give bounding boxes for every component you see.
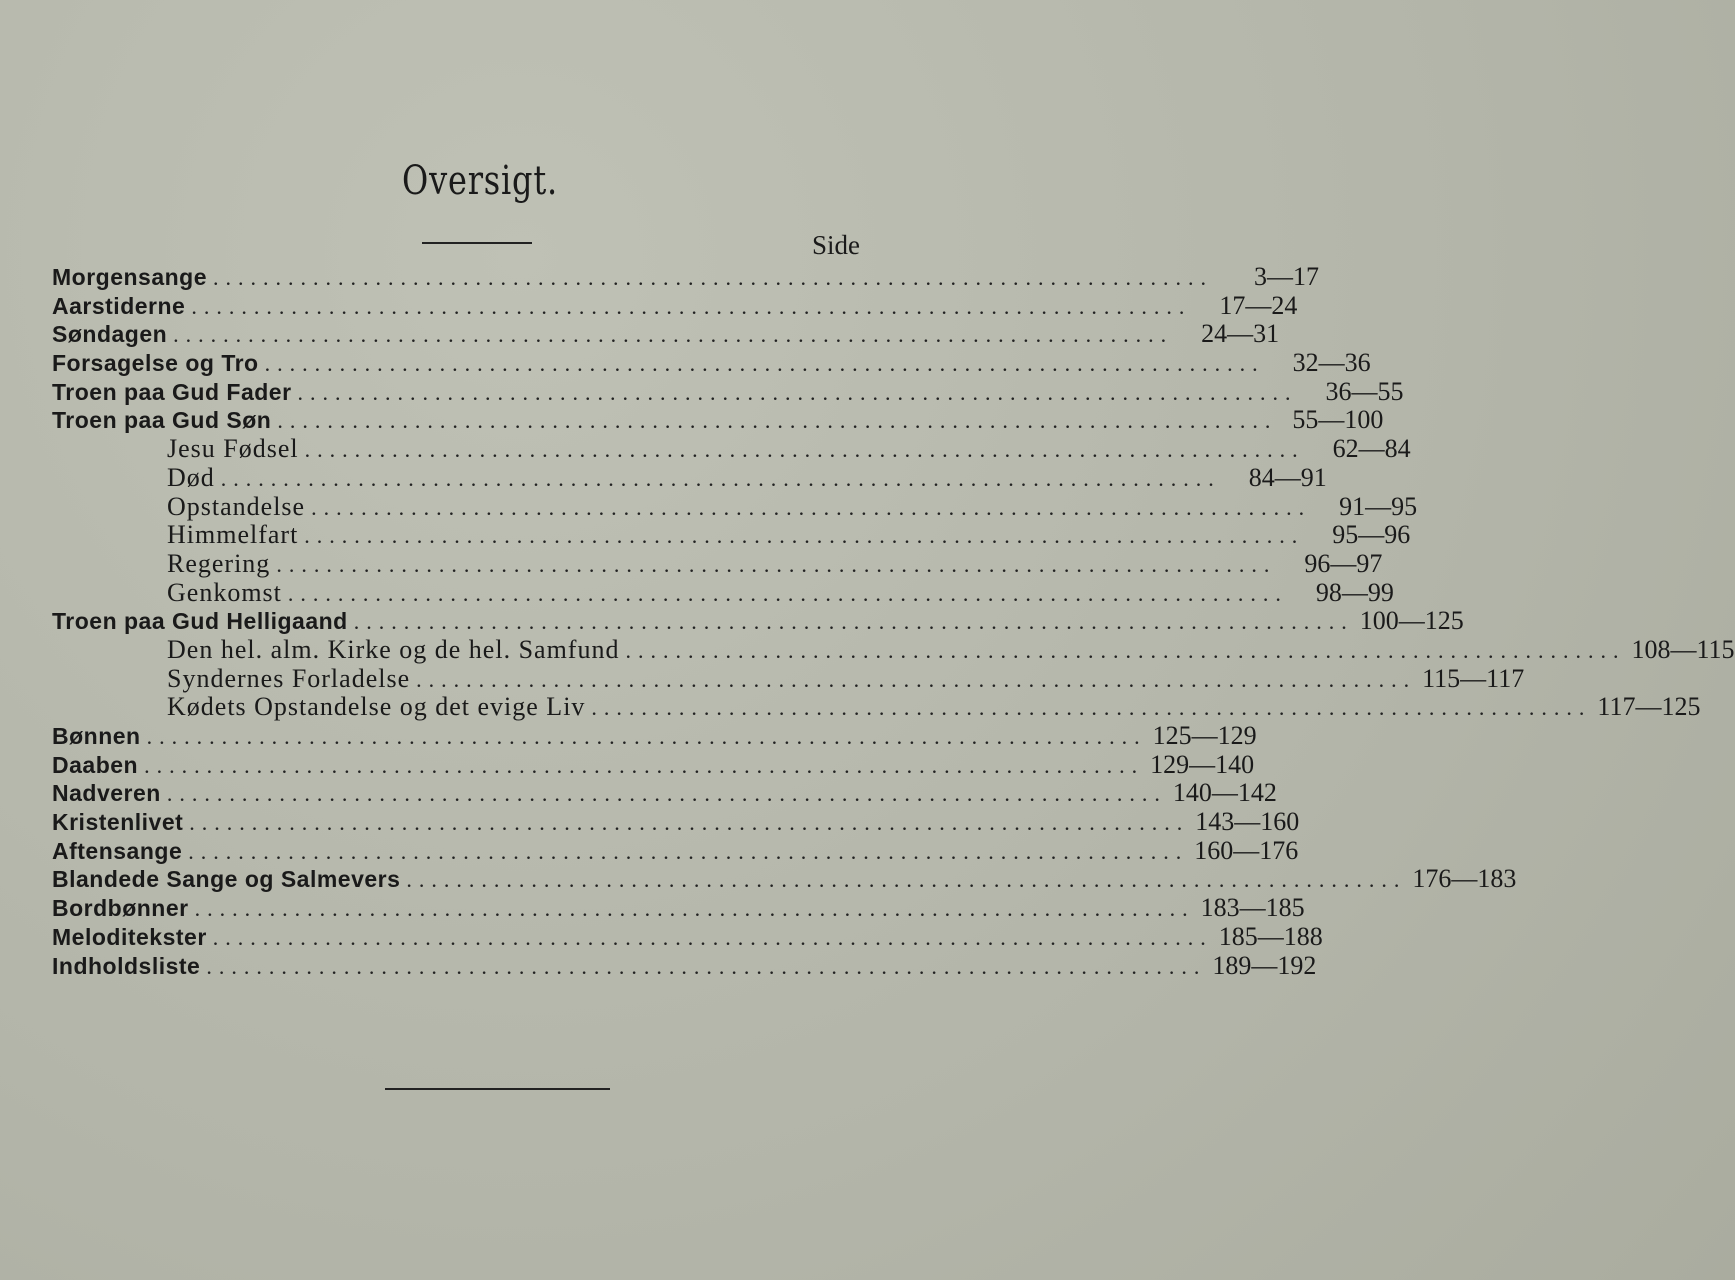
entry-title: Syndernes Forladelse	[167, 663, 411, 693]
entry-pages: 129—140	[1150, 749, 1255, 779]
dot-leader: ................................................................................	[304, 437, 1305, 463]
dot-leader: ................................................................................	[591, 695, 1592, 721]
toc-subentry	[52, 548, 1383, 578]
toc-subentry	[52, 491, 1418, 521]
toc-subentry	[52, 462, 1327, 492]
entry-title: Bordbønner	[52, 895, 189, 922]
dot-leader: ................................................................................	[353, 609, 1354, 635]
dot-leader: ................................................................................	[264, 351, 1265, 377]
dot-leader: ................................................................................	[416, 666, 1417, 692]
side-column-header: Side	[812, 230, 861, 260]
entry-title: Nadveren	[52, 780, 161, 807]
entry-pages: 36—55	[1325, 376, 1404, 406]
title-divider	[422, 242, 532, 244]
toc-entry	[52, 807, 1300, 837]
entry-pages: 32—36	[1292, 348, 1371, 378]
dot-leader: ................................................................................	[277, 408, 1278, 434]
dot-leader: ................................................................................	[166, 781, 1167, 807]
entry-pages: 117—125	[1597, 692, 1701, 722]
entry-pages: 17—24	[1219, 290, 1298, 320]
entry-title: Meloditekster	[52, 923, 207, 950]
entry-pages: 95—96	[1332, 520, 1411, 550]
toc-entry	[52, 835, 1299, 865]
dot-leader: ................................................................................	[297, 379, 1298, 405]
bottom-divider	[385, 1088, 610, 1090]
dot-leader: ................................................................................	[220, 465, 1221, 491]
toc-entry	[52, 348, 1371, 378]
toc-subentry	[52, 577, 1394, 607]
entry-pages: 24—31	[1201, 319, 1280, 349]
entry-pages: 125—129	[1152, 721, 1257, 750]
entry-pages: 183—185	[1200, 893, 1305, 923]
entry-title: Morgensange	[52, 264, 208, 290]
dot-leader: ................................................................................	[146, 724, 1147, 749]
toc-entry	[52, 606, 1464, 636]
toc-entry	[52, 864, 1517, 894]
toc-entry	[52, 405, 1384, 435]
dot-leader: ................................................................................	[304, 523, 1305, 549]
entry-title: Aarstiderne	[52, 292, 186, 319]
toc-entry	[52, 376, 1404, 406]
entry-title: Indholdsliste	[52, 952, 201, 979]
dot-leader: ................................................................................	[406, 867, 1407, 893]
entry-title: Død	[167, 462, 215, 492]
entry-pages: 189—192	[1212, 950, 1317, 980]
entry-title: Forsagelse og Tro	[52, 350, 259, 377]
entry-title: Aftensange	[52, 837, 183, 864]
toc-subentry	[52, 634, 1735, 664]
toc-entry	[52, 262, 1320, 291]
entry-pages: 100—125	[1359, 606, 1464, 636]
dot-leader: ................................................................................	[144, 752, 1145, 778]
toc-entry	[52, 950, 1317, 980]
entry-title: Søndagen	[52, 321, 168, 348]
entry-title: Troen paa Gud Helligaand	[52, 608, 348, 635]
toc-entry	[52, 319, 1280, 349]
entry-pages: 3—17	[1254, 262, 1320, 291]
entry-title: Opstandelse	[167, 491, 306, 521]
entry-title: Genkomst	[167, 577, 282, 607]
dot-leader: ................................................................................	[189, 810, 1190, 836]
toc-subentry	[52, 434, 1411, 464]
entry-title: Kristenlivet	[52, 809, 184, 836]
entry-title: Himmelfart	[167, 520, 299, 550]
dot-leader: ................................................................................	[311, 494, 1312, 520]
dot-leader: ................................................................................	[188, 838, 1189, 864]
dot-leader: ................................................................................	[212, 924, 1213, 950]
entry-pages: 84—91	[1248, 462, 1327, 492]
entry-pages: 91—95	[1339, 491, 1418, 521]
dot-leader: ................................................................................	[206, 953, 1207, 979]
entry-pages: 176—183	[1412, 864, 1517, 894]
dot-leader: ................................................................................	[173, 322, 1174, 348]
entry-pages: 143—160	[1195, 807, 1300, 837]
toc-subentry	[52, 692, 1701, 722]
entry-title: Jesu Fødsel	[167, 434, 299, 464]
dot-leader: ................................................................................	[191, 293, 1192, 319]
toc-entry	[52, 893, 1305, 923]
entry-title: Regering	[167, 548, 271, 578]
dot-leader: ................................................................................	[276, 551, 1277, 577]
dot-leader: ................................................................................	[213, 265, 1214, 290]
toc-entry	[52, 721, 1257, 750]
entry-pages: 185—188	[1218, 921, 1323, 951]
toc-subentry	[52, 520, 1411, 550]
toc-entry	[52, 778, 1277, 808]
dot-leader: ................................................................................	[287, 580, 1288, 606]
toc-subentry	[52, 663, 1525, 693]
entry-pages: 55—100	[1292, 405, 1384, 435]
table-of-contents	[52, 262, 1735, 980]
toc-entry	[52, 921, 1323, 951]
page-title: Oversigt.	[402, 158, 558, 204]
entry-title: Blandede Sange og Salmevers	[52, 866, 401, 893]
entry-title: Troen paa Gud Fader	[52, 378, 292, 405]
entry-pages: 160—176	[1194, 835, 1299, 865]
entry-title: Troen paa Gud Søn	[52, 407, 272, 434]
entry-pages: 62—84	[1332, 434, 1411, 464]
entry-pages: 108—115	[1631, 634, 1735, 664]
dot-leader: ................................................................................	[625, 637, 1626, 663]
entry-pages: 115—117	[1422, 663, 1525, 693]
toc-entry	[52, 749, 1255, 779]
toc-entry	[52, 290, 1298, 320]
dot-leader: ................................................................................	[194, 896, 1195, 922]
entry-title: Daaben	[52, 751, 139, 778]
entry-title: Kødets Opstandelse og det evige Liv	[167, 692, 586, 722]
entry-title: Bønnen	[52, 723, 141, 749]
entry-pages: 98—99	[1315, 577, 1394, 607]
entry-title: Den hel. alm. Kirke og de hel. Samfund	[167, 634, 620, 664]
entry-pages: 96—97	[1304, 548, 1383, 578]
entry-pages: 140—142	[1172, 778, 1277, 808]
